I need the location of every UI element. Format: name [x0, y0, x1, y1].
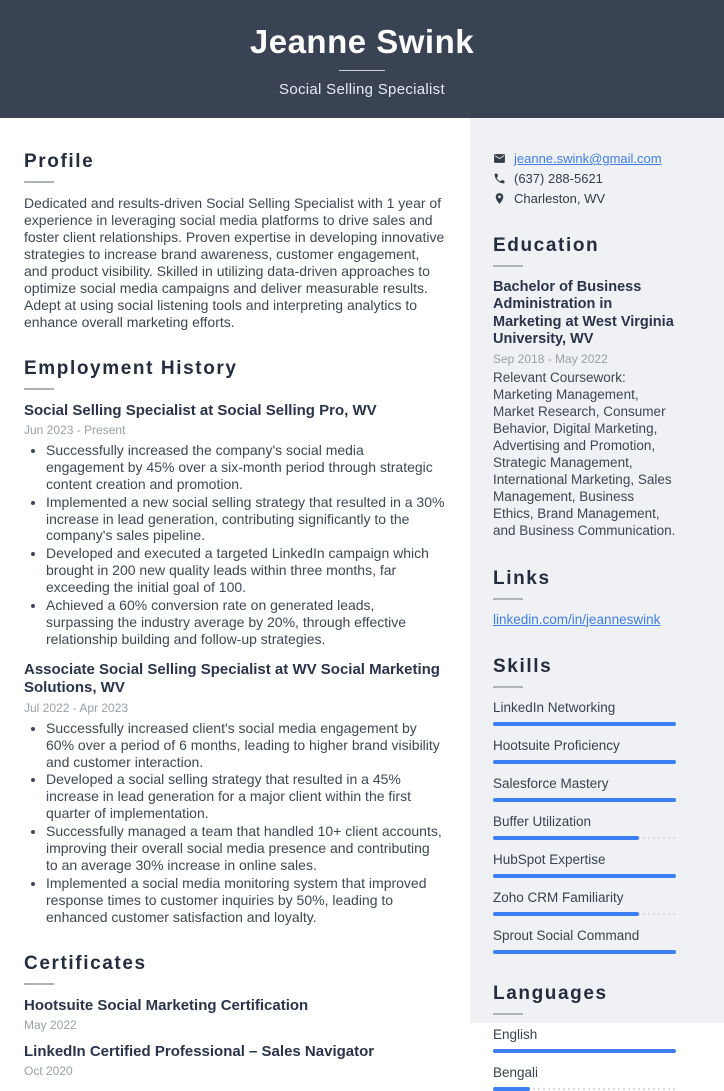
job-bullet: • Successfully managed a team that handled 10+ client accounts, improving their overall social media presence and contributing to an average 30% increase in online sales.: [46, 823, 445, 874]
link-item: [493, 612, 676, 627]
contact-block: [493, 151, 676, 206]
heading-rule: [24, 983, 54, 985]
certificate-entry: [24, 1043, 445, 1078]
heading-rule: [493, 265, 523, 267]
heading-rule: [493, 686, 523, 688]
skill-bar-fill: [493, 798, 676, 802]
name-divider: [339, 70, 385, 71]
skill-bar: [493, 722, 676, 726]
skill-bar-fill: [493, 760, 676, 764]
linkedin-link[interactable]: linkedin.com/in/jeanneswink: [493, 611, 661, 627]
job-bullet: • Implemented a new social selling strategy that resulted in a 30% increase in lead generation, contributing significantly to the company's sales pipeline.: [46, 494, 445, 545]
languages-section: [493, 983, 676, 1091]
skill-item: [493, 776, 676, 802]
contact-location-row: [493, 191, 676, 206]
heading-rule: [24, 181, 54, 183]
sidebar: [470, 118, 724, 1080]
job-bullet: • Successfully increased client's social media engagement by 60% over a period of 6 months, leading to higher brand visibility and customer interaction.: [46, 720, 445, 771]
main-column: [0, 118, 470, 1079]
skill-label: Zoho CRM Familiarity: [493, 889, 624, 905]
degree-title: Bachelor of Business Administration in Marketing at West Virginia University, WV: [493, 279, 674, 348]
skill-bar-fill: [493, 912, 639, 916]
phone-icon: [493, 172, 506, 185]
location-text: Charleston, WV: [514, 191, 606, 206]
job-title: Social Selling Specialist at Social Selling Pro, WV: [24, 401, 377, 419]
certificate-date: May 2022: [24, 1018, 77, 1033]
skill-bar: [493, 836, 676, 840]
job-bullet: • Successfully increased the company's social media engagement by 45% over a six-month period through strategic content creation and promotion.: [46, 442, 445, 493]
envelope-icon: [493, 152, 506, 165]
language-label: Bengali: [493, 1064, 539, 1080]
skill-item: [493, 814, 676, 840]
phone-number: (637) 288-5621: [514, 171, 603, 186]
skills-section: [493, 656, 676, 954]
skill-item: [493, 738, 676, 764]
skill-label: Salesforce Mastery: [493, 775, 609, 791]
email-link[interactable]: jeanne.swink@gmail.com: [514, 151, 662, 166]
skill-label: HubSpot Expertise: [493, 851, 606, 867]
skill-bar: [493, 950, 676, 954]
profile-section: [24, 151, 445, 331]
skill-label: LinkedIn Networking: [493, 699, 616, 715]
job-bullet-list: [24, 442, 445, 648]
language-label: English: [493, 1026, 538, 1042]
job-bullet: • Developed and executed a targeted LinkedIn campaign which brought in 200 new quality leads within three months, far exceeding the initial goal of 100.: [46, 545, 445, 596]
certificate-title: LinkedIn Certified Professional – Sales Navigator: [24, 1043, 375, 1061]
certificate-entry: [24, 997, 445, 1032]
skill-label: Hootsuite Proficiency: [493, 737, 620, 753]
skill-bar: [493, 798, 676, 802]
education-dates: Sep 2018 - May 2022: [493, 351, 608, 366]
language-bar-fill: [493, 1087, 530, 1091]
heading-rule: [493, 1013, 523, 1015]
skill-bar-fill: [493, 874, 676, 878]
links-heading: Links: [493, 567, 551, 589]
skill-bar: [493, 912, 676, 916]
language-item: [493, 1027, 676, 1053]
certificates-section: [24, 953, 445, 1079]
profile-heading: Profile: [24, 151, 95, 172]
skill-bar: [493, 874, 676, 878]
language-bar: [493, 1087, 676, 1091]
person-name: Jeanne Swink: [249, 22, 475, 60]
links-section: [493, 568, 676, 627]
skill-bar: [493, 760, 676, 764]
heading-rule: [493, 598, 523, 600]
job-dates: Jun 2023 - Present: [24, 422, 126, 437]
job-title: Associate Social Selling Specialist at WV Social Marketing Solutions, WV: [24, 661, 440, 697]
certificate-title: Hootsuite Social Marketing Certification: [24, 996, 309, 1014]
skills-heading: Skills: [493, 655, 553, 677]
resume-header: [0, 0, 724, 118]
language-bar-fill: [493, 1049, 676, 1053]
skill-label: Sprout Social Command: [493, 927, 640, 943]
skill-bar-fill: [493, 722, 676, 726]
skill-item: [493, 852, 676, 878]
employment-section: [24, 358, 445, 926]
education-description: Relevant Coursework: Marketing Management, Market Research, Consumer Behavior, Digital Marketing, Advertising and Promotion, Strategic Management, International Marketing, Sales Management, Business Ethics, Brand Management, and Business Communication.: [493, 369, 676, 538]
skill-bar-fill: [493, 950, 676, 954]
certificates-heading: Certificates: [24, 952, 147, 974]
header-job-title: Social Selling Specialist: [279, 80, 445, 98]
job-bullet: • Implemented a social media monitoring system that improved response times to customer inquiries by 50%, leading to enhanced customer satisfaction and loyalty.: [46, 875, 445, 926]
languages-heading: Languages: [493, 982, 608, 1004]
job-bullet-list: [24, 720, 445, 926]
education-heading: Education: [493, 235, 600, 256]
heading-rule: [24, 388, 54, 390]
location-pin-icon: [493, 192, 506, 205]
skill-item: [493, 928, 676, 954]
job-bullet: • Developed a social selling strategy that resulted in a 45% increase in lead generation for a major client within the first quarter of implementation.: [46, 771, 445, 822]
skill-label: Buffer Utilization: [493, 813, 592, 829]
skill-item: [493, 890, 676, 916]
education-section: [493, 235, 676, 539]
contact-phone-row: [493, 171, 676, 186]
language-bar: [493, 1049, 676, 1053]
employment-heading: Employment History: [24, 357, 238, 379]
job-dates: Jul 2022 - Apr 2023: [24, 700, 129, 715]
skill-bar-fill: [493, 836, 639, 840]
job-entry: [24, 661, 445, 926]
skill-item: [493, 700, 676, 726]
job-entry: [24, 402, 445, 649]
language-item: [493, 1065, 676, 1091]
content-columns: [0, 118, 724, 1080]
contact-email-row: [493, 151, 676, 166]
job-bullet: • Achieved a 60% conversion rate on generated leads, surpassing the industry average by 20%, through effective relationship building and follow-up strategies.: [46, 597, 445, 648]
profile-text: Dedicated and results-driven Social Selling Specialist with 1 year of experience in leveraging social media platforms to drive sales and foster client relationships. Proven expertise in developing innovative strategies to increase brand awareness, customer engagement, and product visibility. Skilled in utilizing data-driven approaches to optimize social media campaigns and deliver measurable results. Adept at using social listening tools and interpreting analytics to enhance overall marketing efforts.: [24, 195, 445, 330]
certificate-date: Oct 2020: [24, 1064, 73, 1079]
